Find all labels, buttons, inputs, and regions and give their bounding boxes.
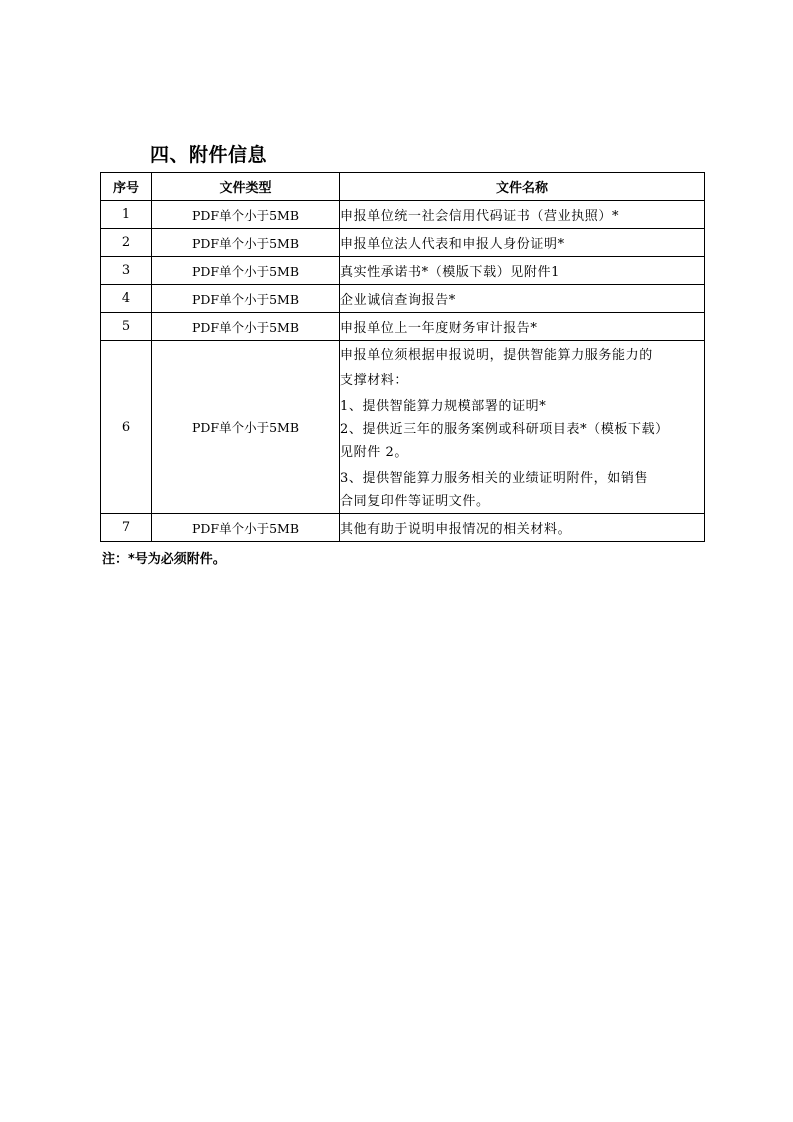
row-file-name: 真实性承诺书*（模版下载）见附件1	[340, 257, 705, 285]
row-file-type: PDF单个小于5MB	[152, 514, 340, 542]
section-title: 四、附件信息	[150, 144, 268, 166]
row-file-name: 申报单位统一社会信用代码证书（营业执照）*	[340, 201, 705, 229]
row-file-name-line: 2、提供近三年的服务案例或科研项目表*（模板下载）	[340, 421, 669, 437]
row-file-type: PDF单个小于5MB	[152, 313, 340, 341]
row-file-type: PDF单个小于5MB	[152, 341, 340, 514]
footnote: 注：*号为必须附件。	[102, 552, 226, 567]
row-no: 7	[101, 514, 152, 542]
row-no: 4	[101, 285, 152, 313]
table-row	[101, 341, 705, 514]
table-row	[101, 257, 705, 285]
table-row	[101, 313, 705, 341]
row-file-name: 申报单位上一年度财务审计报告*	[340, 313, 705, 341]
row-file-name: 企业诚信查询报告*	[340, 285, 705, 313]
row-file-name-line: 申报单位须根据申报说明，提供智能算力服务能力的	[340, 347, 653, 363]
header-no: 序号	[101, 173, 152, 201]
row-file-type: PDF单个小于5MB	[152, 201, 340, 229]
row-file-type: PDF单个小于5MB	[152, 257, 340, 285]
row-file-name: 申报单位法人代表和申报人身份证明*	[340, 229, 705, 257]
header-file-name: 文件名称	[340, 173, 705, 201]
row-no: 6	[101, 341, 152, 514]
row-file-type: PDF单个小于5MB	[152, 229, 340, 257]
table-row	[101, 285, 705, 313]
row-file-name-line: 支撑材料：	[340, 372, 409, 388]
table-row	[101, 201, 705, 229]
row-file-name-line: 1、提供智能算力规模部署的证明*	[340, 398, 547, 414]
row-no: 3	[101, 257, 152, 285]
row-no: 1	[101, 201, 152, 229]
row-file-name-line: 见附件 2。	[340, 444, 409, 460]
table-row	[101, 229, 705, 257]
row-file-name-line: 3、提供智能算力服务相关的业绩证明附件，如销售	[340, 470, 649, 486]
row-file-name: 其他有助于说明申报情况的相关材料。	[340, 514, 705, 542]
table-header-row	[101, 173, 705, 201]
table-row	[101, 514, 705, 542]
row-file-type: PDF单个小于5MB	[152, 285, 340, 313]
header-file-type: 文件类型	[152, 173, 340, 201]
row-no: 2	[101, 229, 152, 257]
row-file-name	[340, 341, 705, 514]
attachment-table	[100, 172, 705, 542]
row-no: 5	[101, 313, 152, 341]
row-file-name-line: 合同复印件等证明文件。	[340, 493, 490, 509]
